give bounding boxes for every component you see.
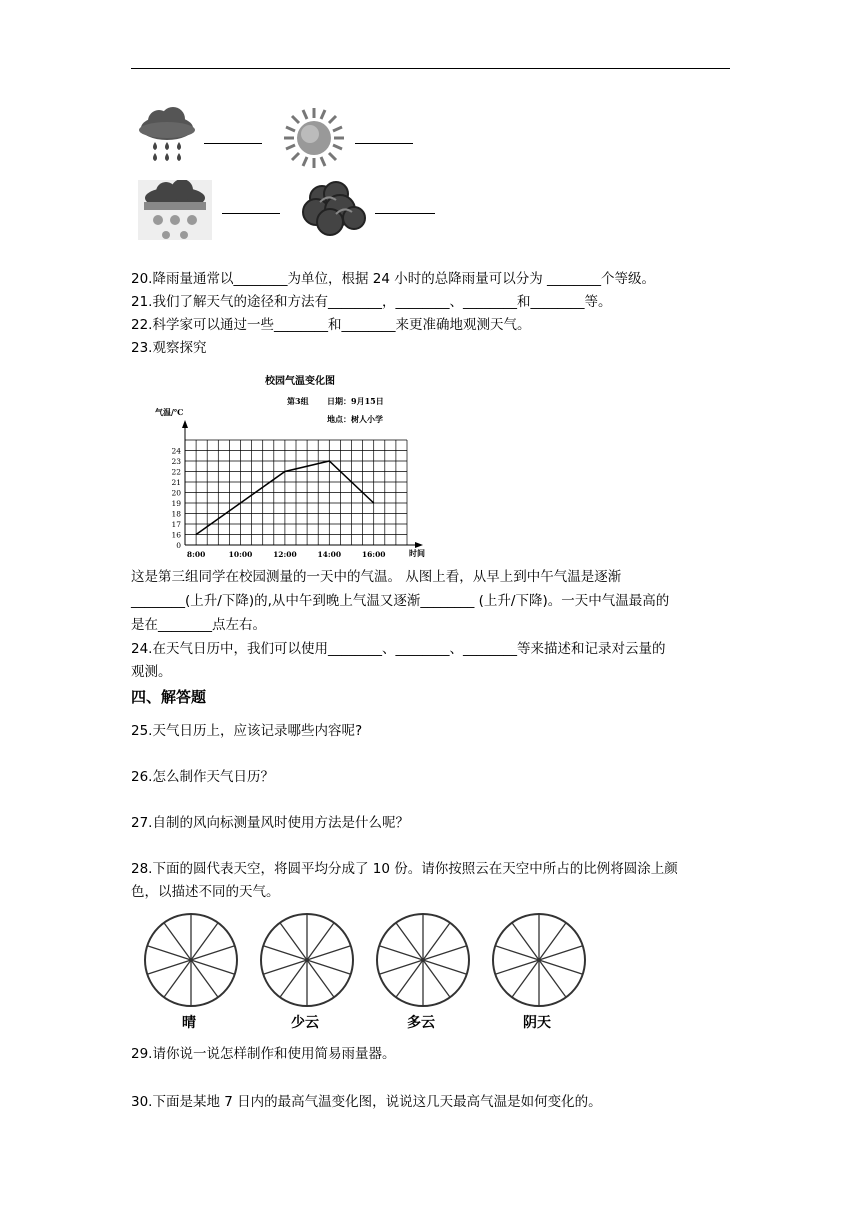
sky-label-few-clouds: 少云 (291, 1015, 319, 1031)
sky-circle-slice-line (379, 946, 423, 960)
sky-circle-slice-line (512, 960, 539, 997)
question-28-line-1: 28.下面的圆代表天空，将圆平均分成了 10 份。请你按照云在天空中所占的比例将圆涂上颜 (131, 861, 678, 877)
sky-circle-cloudy[interactable] (371, 908, 475, 1012)
question-24-line-2: 观测。 (131, 664, 172, 680)
y-tick-label: 21 (171, 478, 181, 487)
question-23-text-2: ________(上升/下降)的,从中午到晚上气温又逐渐________ (上升/下降)。一天中气温最高的 (131, 593, 670, 609)
y-axis-arrow (182, 420, 188, 428)
sky-circle-slice-line (263, 946, 307, 960)
question-24-line-1: 24.在天气日历中，我们可以使用________、________、________等来描述和记录对云量的 (131, 641, 666, 657)
snow-cloud-icon (138, 180, 212, 240)
question-25: 25.天气日历上，应该记录哪些内容呢? (131, 723, 363, 739)
sky-circle-overcast[interactable] (487, 908, 591, 1012)
sky-circle-slice-line (147, 960, 191, 974)
sky-circle-sunny[interactable] (139, 908, 243, 1012)
sky-circle-slice-line (396, 960, 423, 997)
sky-circle-slice-line (191, 923, 218, 960)
answer-blank-1[interactable] (204, 143, 262, 144)
question-29: 29.请你说一说怎样制作和使用简易雨量器。 (131, 1046, 396, 1062)
sky-circle-slice-line (423, 960, 467, 974)
sky-circle-slice-line (495, 960, 539, 974)
sky-circle-slice-line (307, 960, 351, 974)
sky-circle-slice-line (280, 960, 307, 997)
y-tick-label: 23 (171, 457, 181, 466)
sky-circle-slice-line (280, 923, 307, 960)
chart-group: 第3组 (287, 396, 309, 406)
y-tick-label: 17 (171, 520, 181, 529)
question-21: 21.我们了解天气的途径和方法有________，________、________和________等。 (131, 294, 612, 310)
section-4-heading: 四、解答题 (131, 688, 207, 706)
answer-blank-2[interactable] (355, 143, 413, 144)
sky-circle-few-clouds[interactable] (255, 908, 359, 1012)
x-tick-label: 14:00 (317, 550, 342, 559)
cloudy-icon (300, 180, 368, 238)
sky-circle-slice-line (423, 946, 467, 960)
y-tick-label: 24 (171, 446, 181, 456)
sky-circle-slice-line (379, 960, 423, 974)
answer-blank-4[interactable] (375, 213, 435, 214)
sky-circle-slice-line (495, 946, 539, 960)
x-tick-labels (187, 550, 386, 559)
sky-circle-slice-line (164, 923, 191, 960)
y-tick-label: 19 (171, 499, 181, 508)
y-tick-label: 20 (171, 488, 181, 498)
sky-circle-slice-line (191, 960, 218, 997)
x-axis-label: 时间 (409, 548, 425, 558)
y-tick-labels (171, 447, 181, 551)
sky-circle-slice-line (423, 923, 450, 960)
sky-label-sunny: 晴 (182, 1015, 196, 1031)
sky-circle-slice-line (539, 923, 566, 960)
sky-circle-slice-line (539, 960, 566, 997)
sky-circle-slice-line (191, 960, 235, 974)
y-tick-label: 22 (171, 467, 181, 477)
sky-circle-slice-line (539, 946, 583, 960)
y-axis-label: 气温/℃ (155, 407, 184, 417)
sky-circle-slice-line (191, 946, 235, 960)
header-rule (131, 68, 730, 69)
question-23-text-3: 是在________点左右。 (131, 617, 266, 633)
sky-circle-slice-line (164, 960, 191, 997)
y-tick-label: 0 (176, 541, 181, 550)
question-27: 27.自制的风向标测量风时使用方法是什么呢？ (131, 815, 409, 831)
question-26: 26.怎么制作天气日历？ (131, 769, 274, 785)
sky-circle-slice-line (423, 960, 450, 997)
answer-blank-3[interactable] (222, 213, 280, 214)
question-30: 30.下面是某地 7 日内的最高气温变化图，说说这几天最高气温是如何变化的。 (131, 1094, 602, 1110)
x-tick-label: 16:00 (361, 550, 386, 559)
chart-date: 日期：9月15日 (327, 396, 384, 406)
sky-circles (131, 908, 591, 1038)
temperature-line-chart (155, 372, 445, 562)
x-tick-label: 12:00 (273, 550, 297, 559)
sky-circle-slice-line (307, 946, 351, 960)
question-22: 22.科学家可以通过一些________和________来更准确地观测天气。 (131, 317, 531, 333)
x-tick-label: 8:00 (186, 550, 206, 559)
chart-place: 地点：树人小学 (327, 414, 383, 424)
sky-circle-slice-line (307, 960, 334, 997)
question-23-text-1: 这是第三组同学在校园测量的一天中的气温。 从图上看，从早上到中午气温是逐渐 (131, 569, 622, 585)
sky-label-cloudy: 多云 (407, 1015, 435, 1031)
sky-circle-slice-line (263, 960, 307, 974)
question-23: 23.观察探究 (131, 340, 207, 356)
y-tick-label: 18 (171, 509, 181, 519)
sun-icon (282, 106, 346, 170)
chart-title: 校园气温变化图 (265, 376, 335, 387)
sky-circle-slice-line (396, 923, 423, 960)
y-tick-label: 16 (171, 530, 181, 540)
x-tick-label: 10:00 (228, 550, 253, 559)
sky-circle-slice-line (512, 923, 539, 960)
question-28-line-2: 色，以描述不同的天气。 (131, 884, 280, 900)
question-20: 20.降雨量通常以________为单位，根据 24 小时的总降雨量可以分为 ________个等级。 (131, 271, 656, 287)
chart-grid (185, 440, 407, 545)
sky-circle-slice-line (307, 923, 334, 960)
sky-circle-slice-line (147, 946, 191, 960)
sky-circle-slice-line (539, 960, 583, 974)
rain-cloud-icon (137, 106, 197, 164)
sky-label-overcast: 阴天 (523, 1015, 551, 1031)
